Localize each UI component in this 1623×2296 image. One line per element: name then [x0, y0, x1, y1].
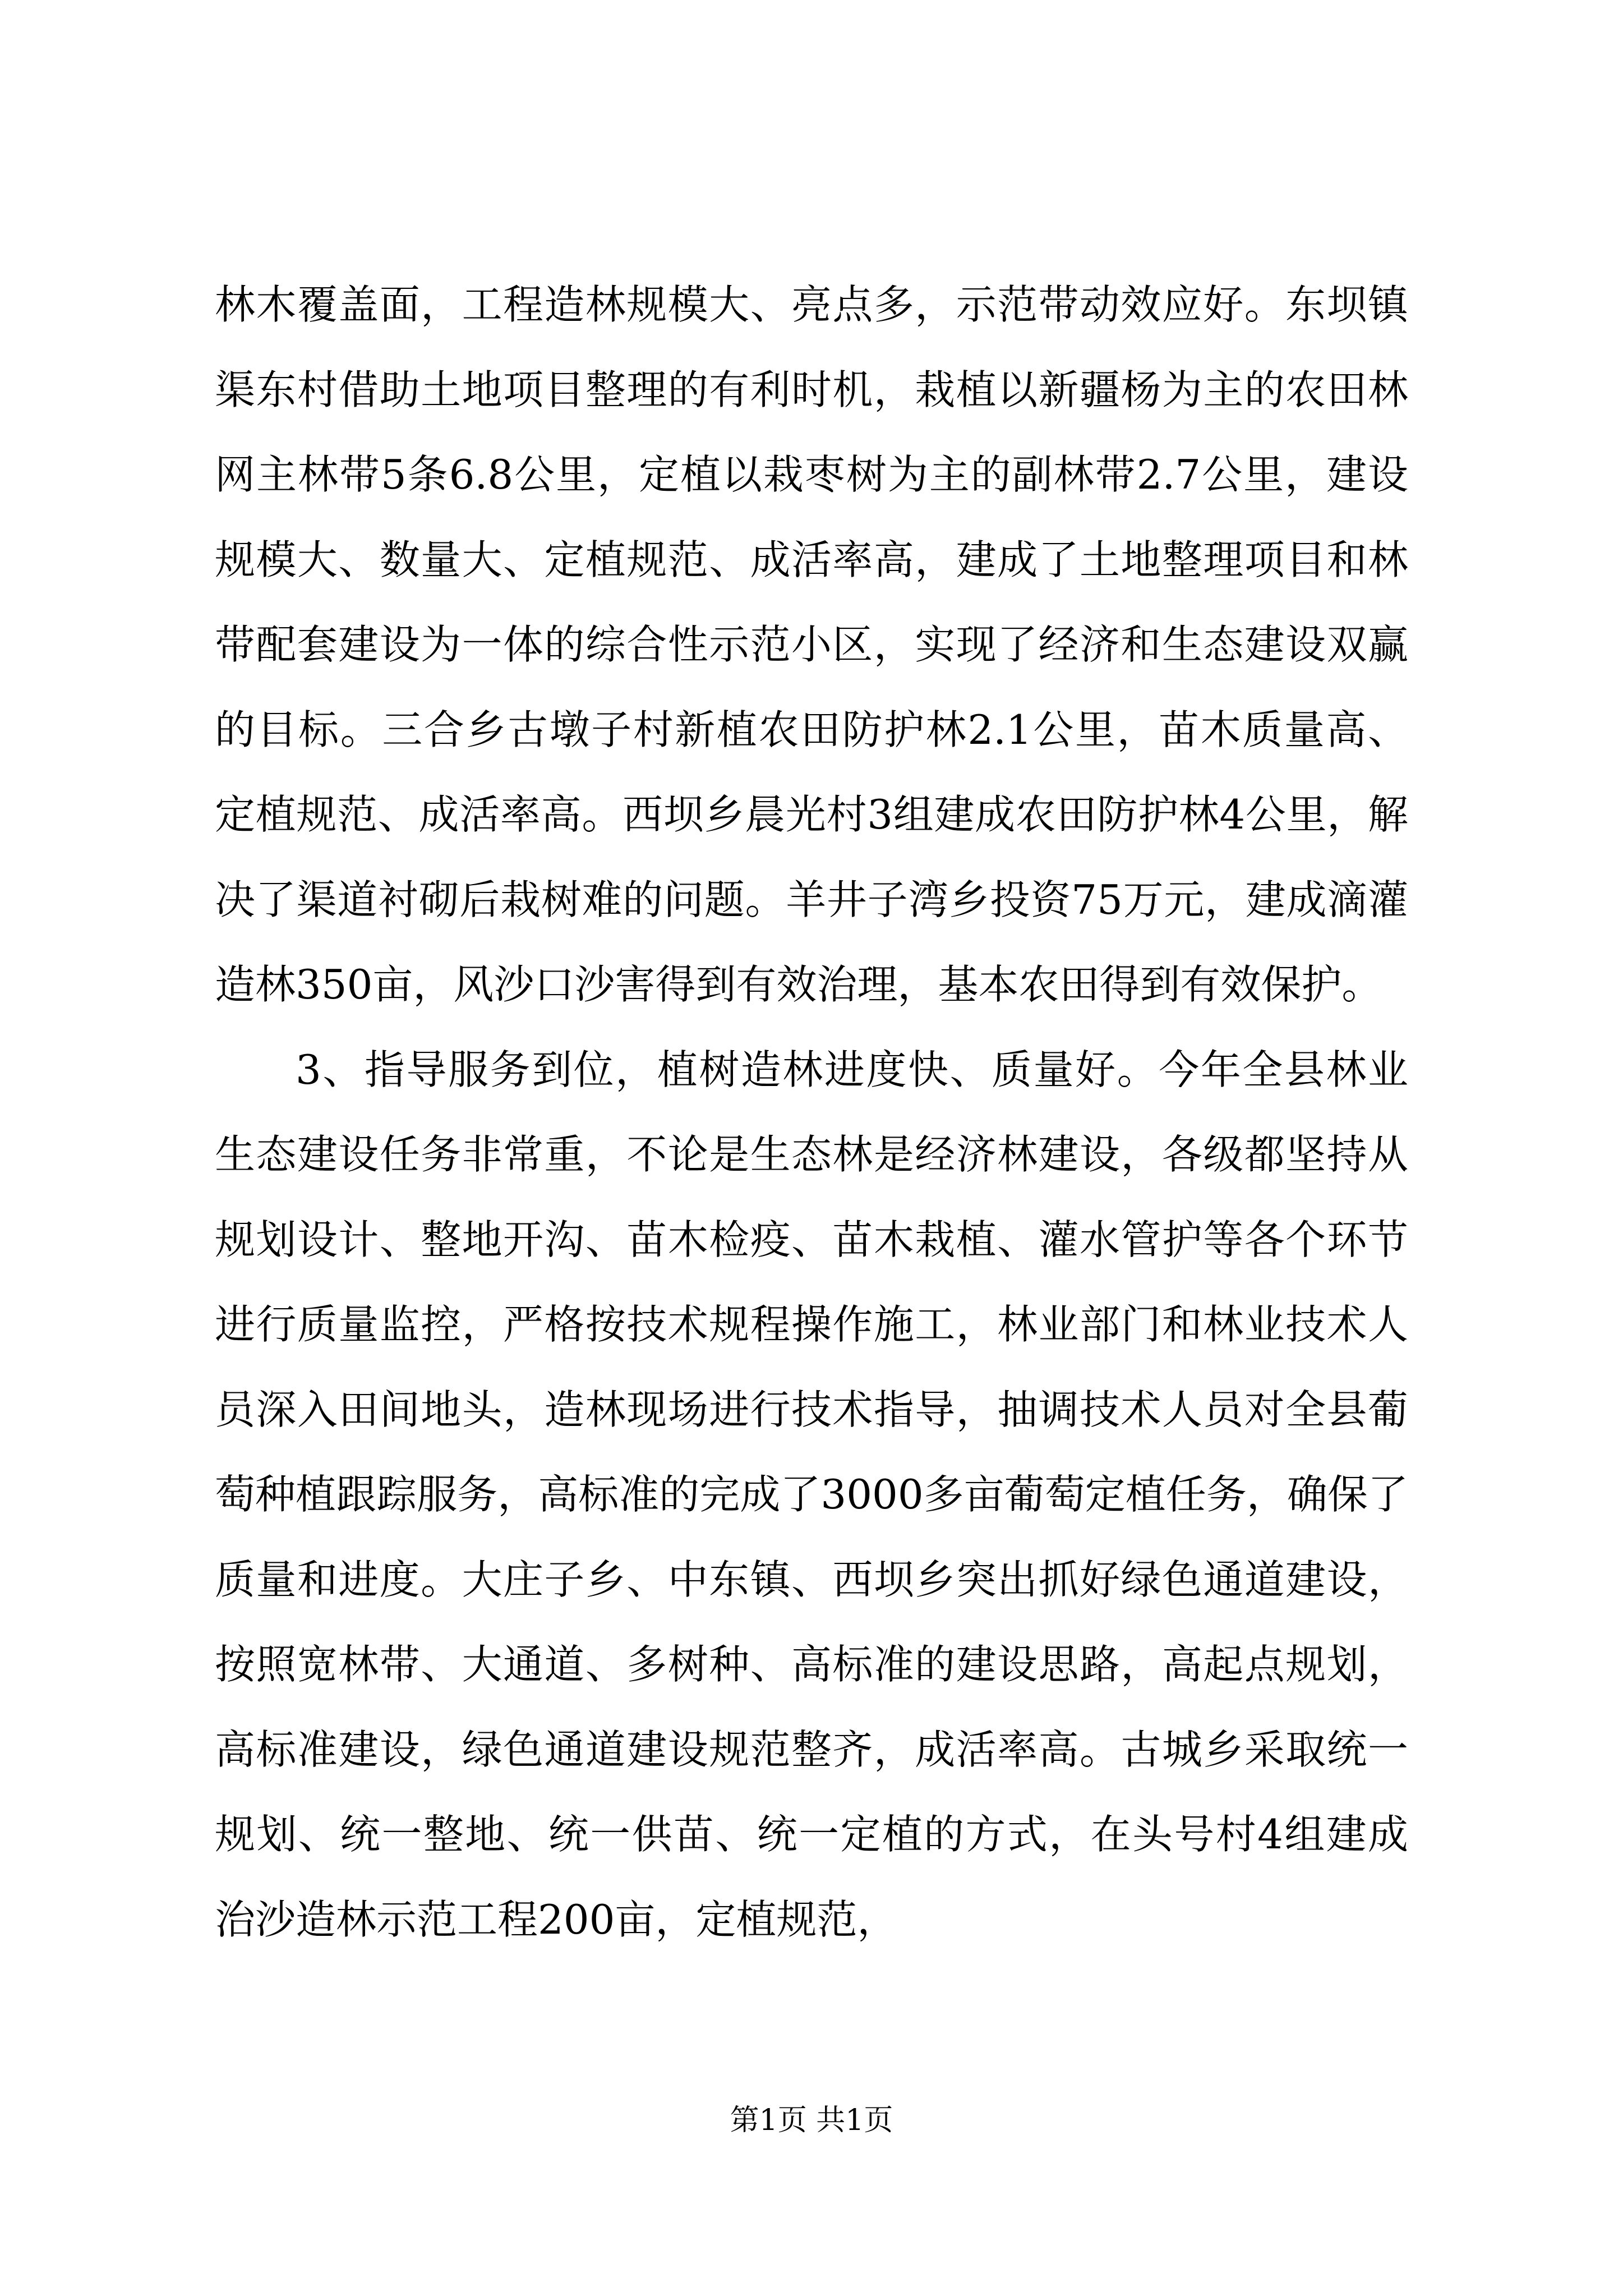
paragraph-item-3: 3、指导服务到位，植树造林进度快、质量好。今年全县林业生态建设任务非常重，不论是生态林是经济林建设，各级都坚持从规划设计、整地开沟、苗木检疫、苗木栽植、灌水管护等各个环节进行质量监控，严格按技术规程操作施工，林业部门和林业技术人员深入田间地头，造林现场进行技术指导，抽调技术人员对全县葡萄种植跟踪服务，高标准的完成了3000多亩葡萄定植任务，确保了质量和进度。大庄子乡、中东镇、西坝乡突出抓好绿色通道建设，按照宽林带、大通道、多树种、高标准的建设思路，高起点规划，高标准建设，绿色通道建设规范整齐，成活率高。古城乡采取统一规划、统一整地、统一供苗、统一定植的方式，在头号村4组建成治沙造林示范工程200亩，定植规范，: [215, 1046, 1408, 1943]
paragraph-continuation: 林木覆盖面，工程造林规模大、亮点多，示范带动效应好。东坝镇渠东村借助土地项目整理的有利时机，栽植以新疆杨为主的农田林网主林带5条6.8公里，定植以栽枣树为主的副林带2.7公里，建设规模大、数量大、定植规范、成活率高，建成了土地整理项目和林带配套建设为一体的综合性示范小区，实现了经济和生态建设双赢的目标。三合乡古墩子村新植农田防护林2.1公里，苗木质量高、定植规范、成活率高。西坝乡晨光村3组建成农田防护林4公里，解决了渠道衬砌后栽树难的问题。羊井子湾乡投资75万元，建成滴灌造林350亩，风沙口沙害得到有效治理，基本农田得到有效保护。: [215, 281, 1408, 1008]
page-footer: [0, 2101, 1623, 2140]
document-body: [215, 263, 1408, 1962]
page-number-label: 第1页 共1页: [730, 2104, 893, 2137]
